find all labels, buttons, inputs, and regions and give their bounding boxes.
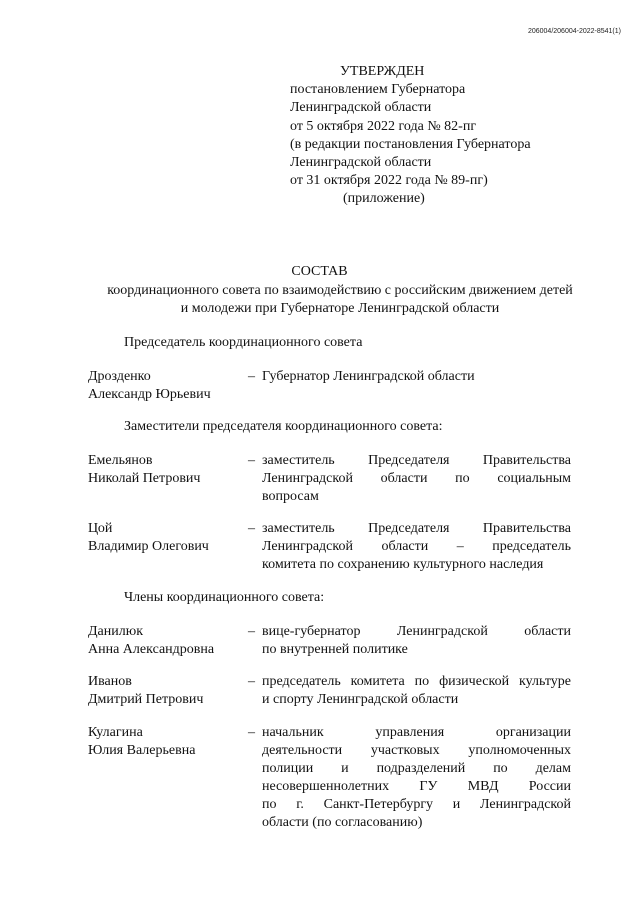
member-role — [262, 368, 571, 386]
member-role — [262, 623, 571, 659]
member-name — [88, 623, 258, 659]
role-line: вице-губернатор Ленинградской области — [262, 624, 571, 639]
role-line: начальник управления организации — [262, 725, 571, 740]
role-line: Ленинградской области – председатель — [262, 539, 571, 554]
section-deputies: Заместители председателя координационного совета: — [124, 419, 443, 434]
member-surname: Емельянов — [88, 453, 153, 468]
role-line: заместитель Председателя Правительства — [262, 521, 571, 536]
approval-line: от 31 октября 2022 года № 89-пг) — [290, 173, 488, 189]
member-surname: Иванов — [88, 674, 132, 689]
member-given-name: Николай Петрович — [88, 471, 201, 486]
document-subtitle — [80, 282, 600, 317]
role-line: вопросам — [262, 489, 319, 504]
member-name — [88, 452, 258, 488]
dash-separator: – — [248, 725, 255, 740]
dash-separator: – — [248, 521, 255, 536]
member-given-name: Владимир Олегович — [88, 539, 209, 554]
document-title: СОСТАВ — [291, 264, 348, 279]
document-id: 206004/206004-2022-8541(1) — [527, 28, 621, 35]
role-line: области (по согласованию) — [262, 815, 423, 830]
member-name — [88, 673, 258, 709]
role-line: Губернатор Ленинградской области — [262, 369, 475, 384]
role-line: деятельности участковых уполномоченных — [262, 743, 571, 758]
member-name — [88, 368, 258, 404]
member-surname: Дрозденко — [88, 369, 151, 384]
role-line: заместитель Председателя Правительства — [262, 453, 571, 468]
dash-separator: – — [248, 369, 255, 384]
role-line: и спорту Ленинградской области — [262, 692, 459, 707]
approval-appendix: (приложение) — [343, 191, 425, 207]
role-line: по внутренней политике — [262, 642, 408, 657]
approval-line: от 5 октября 2022 года № 82-пг — [290, 118, 477, 134]
member-role — [262, 673, 571, 709]
section-chair: Председатель координационного совета — [124, 335, 363, 350]
member-surname: Цой — [88, 521, 113, 536]
role-line: несовершеннолетних ГУ МВД России — [262, 779, 571, 794]
approval-line: Ленинградской области — [290, 100, 432, 116]
member-given-name: Анна Александровна — [88, 642, 215, 657]
member-given-name: Александр Юрьевич — [88, 387, 211, 402]
approval-block — [290, 63, 531, 209]
section-members: Члены координационного совета: — [124, 590, 325, 605]
role-line: председатель комитета по физической культуре — [262, 674, 571, 689]
role-line: Ленинградской области по социальным — [262, 471, 571, 486]
member-surname: Кулагина — [88, 725, 143, 740]
member-given-name: Дмитрий Петрович — [88, 692, 204, 707]
approval-line: (в редакции постановления Губернатора — [290, 136, 531, 152]
dash-separator: – — [248, 624, 255, 639]
member-role — [262, 452, 571, 506]
member-given-name: Юлия Валерьевна — [88, 743, 196, 758]
role-line: комитета по сохранению культурного наследия — [262, 557, 544, 572]
approval-line: Ленинградской области — [290, 155, 432, 171]
member-name — [88, 724, 258, 760]
approval-line: постановлением Губернатора — [290, 82, 466, 98]
dash-separator: – — [248, 453, 255, 468]
role-line: по г. Санкт-Петербургу и Ленинградской — [262, 797, 571, 812]
role-line: полиции и подразделений по делам — [262, 761, 571, 776]
subtitle-line: и молодежи при Губернаторе Ленинградской области — [180, 300, 500, 316]
member-role — [262, 520, 571, 574]
dash-separator: – — [248, 674, 255, 689]
member-name — [88, 520, 258, 556]
approval-heading: УТВЕРЖДЕН — [340, 64, 425, 79]
subtitle-line: координационного совета по взаимодействию с российским движением детей — [107, 283, 573, 298]
member-role — [262, 724, 571, 832]
member-surname: Данилюк — [88, 624, 143, 639]
